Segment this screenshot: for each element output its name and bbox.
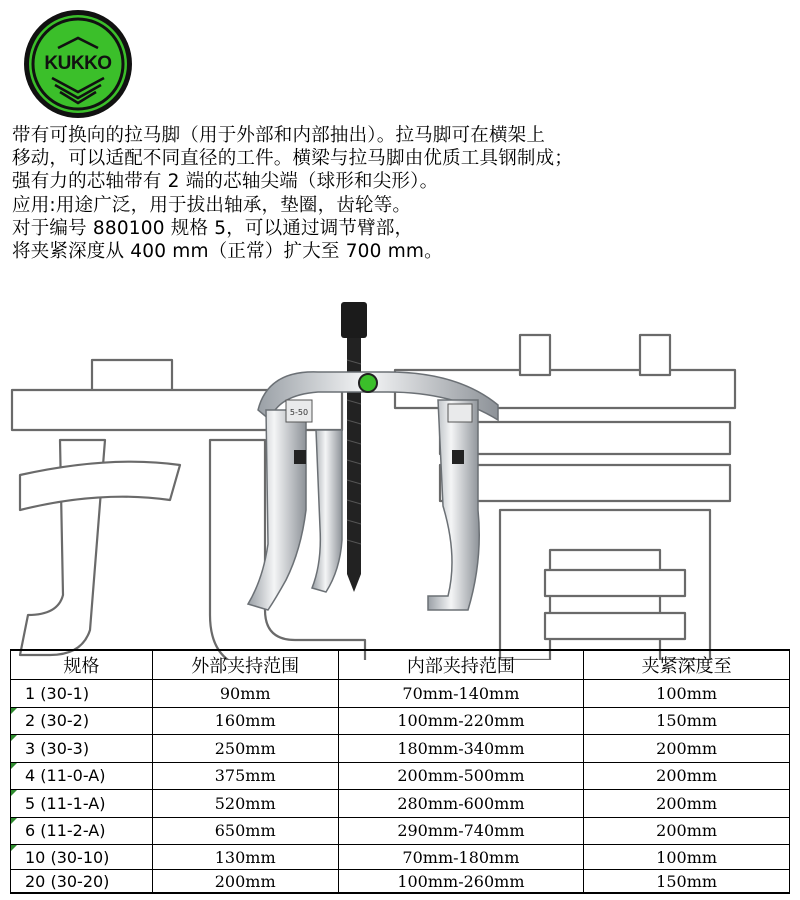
cell-depth: 200mm <box>584 762 790 790</box>
cell-internal: 100mm-220mm <box>338 707 584 735</box>
table-row <box>11 790 790 818</box>
cell-depth: 200mm <box>584 790 790 818</box>
cell-external: 130mm <box>152 845 338 870</box>
table-row <box>11 680 790 708</box>
cell-internal: 180mm-340mm <box>338 735 584 763</box>
row-marker-icon <box>11 818 17 824</box>
cell-spec: 2 (30-2) <box>11 707 153 735</box>
cell-spec: 1 (30-1) <box>11 680 153 708</box>
description-line: 对于编号 880100 规格 5，可以通过调节臂部， <box>12 217 414 239</box>
cell-depth: 150mm <box>584 870 790 894</box>
table-row <box>11 817 790 845</box>
cell-depth: 100mm <box>584 845 790 870</box>
plate-mark: 5-50 <box>289 408 309 417</box>
cell-spec: 6 (11-2-A) <box>11 817 153 845</box>
cell-external: 250mm <box>152 735 338 763</box>
cell-internal: 100mm-260mm <box>338 870 584 894</box>
cell-internal: 70mm-140mm <box>338 680 584 708</box>
table-row <box>11 735 790 763</box>
table-row <box>11 845 790 870</box>
table-row <box>11 870 790 894</box>
spec-table <box>10 649 790 894</box>
puller-illustration <box>228 300 518 630</box>
description-line: 移动，可以适配不同直径的工件。横梁与拉马脚由优质工具钢制成； <box>12 148 574 170</box>
cell-spec: 3 (30-3) <box>11 735 153 763</box>
header-external-range: 外部夹持范围 <box>152 650 338 680</box>
row-marker-icon <box>11 708 17 714</box>
header-spec: 规格 <box>11 650 153 680</box>
row-marker-icon <box>11 763 17 769</box>
cell-depth: 100mm <box>584 680 790 708</box>
cell-external: 650mm <box>152 817 338 845</box>
header-clamp-depth: 夹紧深度至 <box>584 650 790 680</box>
table-header-row <box>11 650 790 680</box>
cell-depth: 150mm <box>584 707 790 735</box>
row-marker-icon <box>11 735 17 741</box>
cell-depth: 200mm <box>584 735 790 763</box>
kukko-logo <box>22 8 134 120</box>
description-line: 将夹紧深度从 400 mm（正常）扩大至 700 mm。 <box>12 241 443 263</box>
description-line: 带有可换向的拉马脚（用于外部和内部抽出）。拉马脚可在横架上 <box>12 125 546 146</box>
cell-spec: 20 (30-20) <box>11 870 153 894</box>
description-line: 强有力的芯轴带有 2 端的芯轴尖端（球形和尖形）。 <box>12 171 439 193</box>
cell-internal: 70mm-180mm <box>338 845 584 870</box>
cell-internal: 200mm-500mm <box>338 762 584 790</box>
cell-external: 375mm <box>152 762 338 790</box>
table-row <box>11 762 790 790</box>
cell-external: 90mm <box>152 680 338 708</box>
row-marker-icon <box>11 790 17 796</box>
header-internal-range: 内部夹持范围 <box>338 650 584 680</box>
description-line: 应用:用途广泛，用于拔出轴承，垫圈，齿轮等。 <box>12 194 412 216</box>
cell-external: 520mm <box>152 790 338 818</box>
cell-external: 160mm <box>152 707 338 735</box>
logo-text: KUKKO <box>44 53 112 74</box>
cell-spec: 10 (30-10) <box>11 845 153 870</box>
cell-external: 200mm <box>152 870 338 894</box>
cell-spec: 4 (11-0-A) <box>11 762 153 790</box>
cell-spec: 5 (11-1-A) <box>11 790 153 818</box>
product-description <box>12 124 792 263</box>
table-row <box>11 707 790 735</box>
cell-internal: 280mm-600mm <box>338 790 584 818</box>
cell-internal: 290mm-740mm <box>338 817 584 845</box>
cell-depth: 200mm <box>584 817 790 845</box>
row-marker-icon <box>11 845 17 851</box>
